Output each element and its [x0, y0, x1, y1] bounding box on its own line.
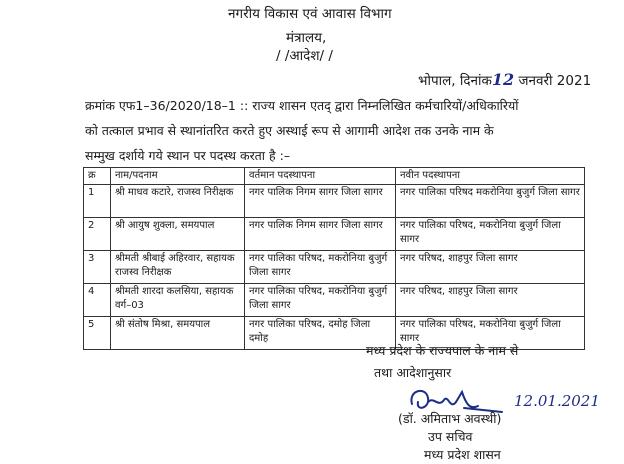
date-place-prefix: भोपाल, दिनांक [418, 73, 492, 89]
governor-order-line: मध्य प्रदेश के राज्यपाल के नाम से [366, 343, 519, 358]
transfer-table [83, 167, 585, 350]
cell-new-posting: नगर पालिका परिषद, मकरोनिया बुजुर्ग जिला सागर [396, 218, 585, 251]
cell-name: श्रीमती श्रीबाई अहिरवार, सहायक राजस्व निरीक्षक [111, 251, 245, 284]
cell-serial: 3 [84, 251, 111, 284]
cell-name: श्री आयुष शुक्ला, समयपाल [111, 218, 245, 251]
date-day-handwritten: 12 [491, 70, 515, 89]
order-text-line-1: क्रमांक एफ1–36/2020/18–1 :: राज्य शासन एतद् द्वारा निम्नलिखित कर्मचारियों/अधिकारियों [85, 98, 519, 113]
table-header-row [84, 168, 585, 185]
table-row [84, 185, 585, 218]
header-current-posting: वर्तमान पदस्थापना [245, 168, 396, 185]
ministry-label: मंत्रालय, [286, 30, 327, 46]
cell-serial: 5 [84, 317, 111, 350]
header-serial: क्र [84, 168, 111, 185]
department-title: नगरीय विकास एवं आवास विभाग [228, 6, 392, 22]
header-new-posting: नवीन पदस्थापना [396, 168, 585, 185]
by-order-line: तथा आदेशानुसार [374, 365, 452, 380]
cell-current-posting: नगर पालिका परिषद, मकरोनिया बुजुर्ग जिला सागर [245, 251, 396, 284]
cell-serial: 4 [84, 284, 111, 317]
cell-new-posting: नगर परिषद, शाहपुर जिला सागर [396, 251, 585, 284]
cell-name: श्री संतोष मिश्रा, समयपाल [111, 317, 245, 350]
table-row [84, 284, 585, 317]
order-text-line-2: को तत्काल प्रभाव से स्थानांतरित करते हुए अस्थाई रूप से आगामी आदेश तक उनके नाम के [85, 123, 494, 138]
officer-name: (डॉ. अमिताभ अवस्थी) [398, 411, 502, 426]
cell-serial: 2 [84, 218, 111, 251]
cell-current-posting: नगर पालिका परिषद, दमोह जिला दमोह [245, 317, 396, 350]
cell-current-posting: नगर पालिक निगम सागर जिला सागर [245, 218, 396, 251]
cell-name: श्री माधव कटारे, राजस्व निरीक्षक [111, 185, 245, 218]
date-line [418, 70, 591, 89]
table-row [84, 218, 585, 251]
cell-new-posting: नगर परिषद, शाहपुर जिला सागर [396, 284, 585, 317]
office-name: मध्य प्रदेश शासन [424, 447, 501, 462]
officer-designation: उप सचिव [428, 429, 473, 444]
header-name: नाम/पदनाम [111, 168, 245, 185]
cell-serial: 1 [84, 185, 111, 218]
cell-current-posting: नगर पालिक निगम सागर जिला सागर [245, 185, 396, 218]
cell-current-posting: नगर पालिका परिषद, मकरोनिया बुजुर्ग जिला सागर [245, 284, 396, 317]
cell-new-posting: नगर पालिका परिषद मकरोनिया बुजुर्ग जिला सागर [396, 185, 585, 218]
order-text-line-3: सम्मुख दर्शाये गये स्थान पर पदस्थ करता है :– [85, 148, 291, 163]
date-month-year: जनवरी 2021 [518, 73, 592, 89]
order-heading: / /आदेश/ / [276, 48, 333, 64]
cell-name: श्रीमती शारदा कलसिया, सहायक वर्ग–03 [111, 284, 245, 317]
signature-date-handwritten: 12.01.2021 [514, 392, 600, 410]
table-row [84, 251, 585, 284]
cell-new-posting: नगर पालिका परिषद, मकरोनिया बुजुर्ग जिला सागर [396, 317, 585, 350]
